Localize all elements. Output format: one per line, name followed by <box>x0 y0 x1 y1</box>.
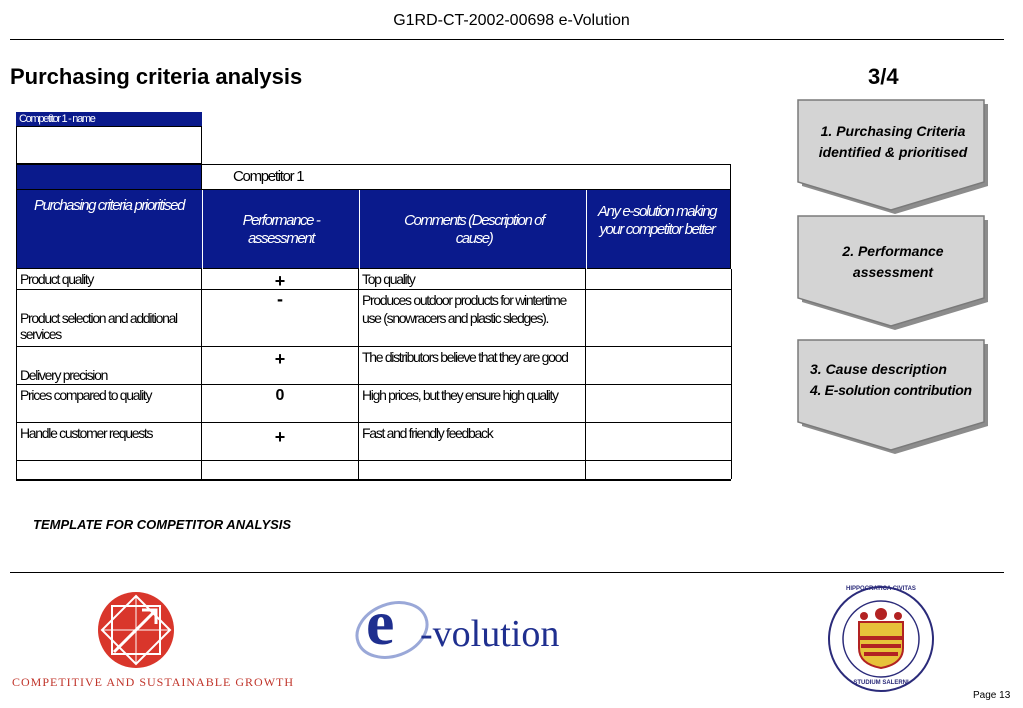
comment-cell: Top quality <box>359 269 586 290</box>
esolution-cell[interactable] <box>586 269 732 290</box>
comment-cell: The distributors believe that they are good <box>359 347 586 385</box>
performance-cell: + <box>202 423 359 461</box>
comment-cell <box>359 461 586 479</box>
step-3-label-line2: 4. E-solution contribution <box>810 382 972 398</box>
step-2-label: 2. Performance assessment <box>842 243 944 280</box>
table-row: Handle customer requests <box>17 423 202 461</box>
salerno-seal-icon <box>826 584 936 694</box>
competitor-group-label: Competitor 1 <box>233 168 304 185</box>
criteria-column-header: Purchasing criteria prioritised <box>34 197 185 214</box>
table-row: Prices compared to quality <box>17 385 202 423</box>
performance-cell: + <box>202 269 359 290</box>
seal-text-bottom: STUDIUM SALERNI <box>853 680 909 686</box>
table-row: Product quality <box>17 269 202 290</box>
esolution-column-header: Any e-solution making your competitor better <box>597 203 717 238</box>
performance-cell: - <box>202 290 359 347</box>
header-divider <box>10 39 1004 40</box>
page-number: 3/4 <box>868 64 899 89</box>
esolution-cell[interactable] <box>586 461 732 479</box>
comment-cell: Produces outdoor products for wintertime use (snowracers and plastic sledges). <box>359 290 586 347</box>
evolution-wordmark: -volution <box>420 613 560 655</box>
growth-logo-icon <box>94 588 178 672</box>
table-row: Delivery precision <box>17 347 202 385</box>
evolution-e-glyph: e <box>366 587 395 658</box>
header-title: G1RD-CT-2002-00698 e-Volution <box>393 12 630 29</box>
step-3-label-line1: 3. Cause description <box>810 361 947 377</box>
footer-divider <box>10 572 1004 573</box>
competitor-table <box>16 112 732 482</box>
performance-column-header: Performance - assessment <box>242 212 320 247</box>
growth-logo-text: COMPETITIVE AND SUSTAINABLE GROWTH <box>12 675 295 689</box>
step-1-label: 1. Purchasing Criteria identified & prioritised <box>818 123 968 160</box>
page-footer: Page 13 <box>973 690 1011 701</box>
esolution-cell[interactable] <box>586 347 732 385</box>
performance-cell: + <box>202 347 359 385</box>
page-title: Purchasing criteria analysis <box>10 64 303 89</box>
competitor-group-header <box>201 164 731 190</box>
performance-cell <box>202 461 359 479</box>
performance-cell: 0 <box>202 385 359 423</box>
esolution-cell[interactable] <box>586 385 732 423</box>
comments-column-header: Comments (Description of cause) <box>404 212 544 247</box>
table-row: Product selection and additional services <box>17 290 202 347</box>
competitor-name-label: Competitor 1 - name <box>16 112 202 126</box>
seal-text-top: HIPPOCRATICA CIVITAS <box>846 586 916 592</box>
criteria-header-top <box>16 164 202 190</box>
comment-cell: High prices, but they ensure high quality <box>359 385 586 423</box>
evolution-logo <box>352 587 592 664</box>
table-row <box>17 461 202 479</box>
table-body <box>16 269 731 481</box>
comment-cell: Fast and friendly feedback <box>359 423 586 461</box>
competitor-name-field[interactable] <box>16 126 202 164</box>
template-note: TEMPLATE FOR COMPETITOR ANALYSIS <box>33 517 292 532</box>
esolution-cell[interactable] <box>586 290 732 347</box>
esolution-cell[interactable] <box>586 423 732 461</box>
